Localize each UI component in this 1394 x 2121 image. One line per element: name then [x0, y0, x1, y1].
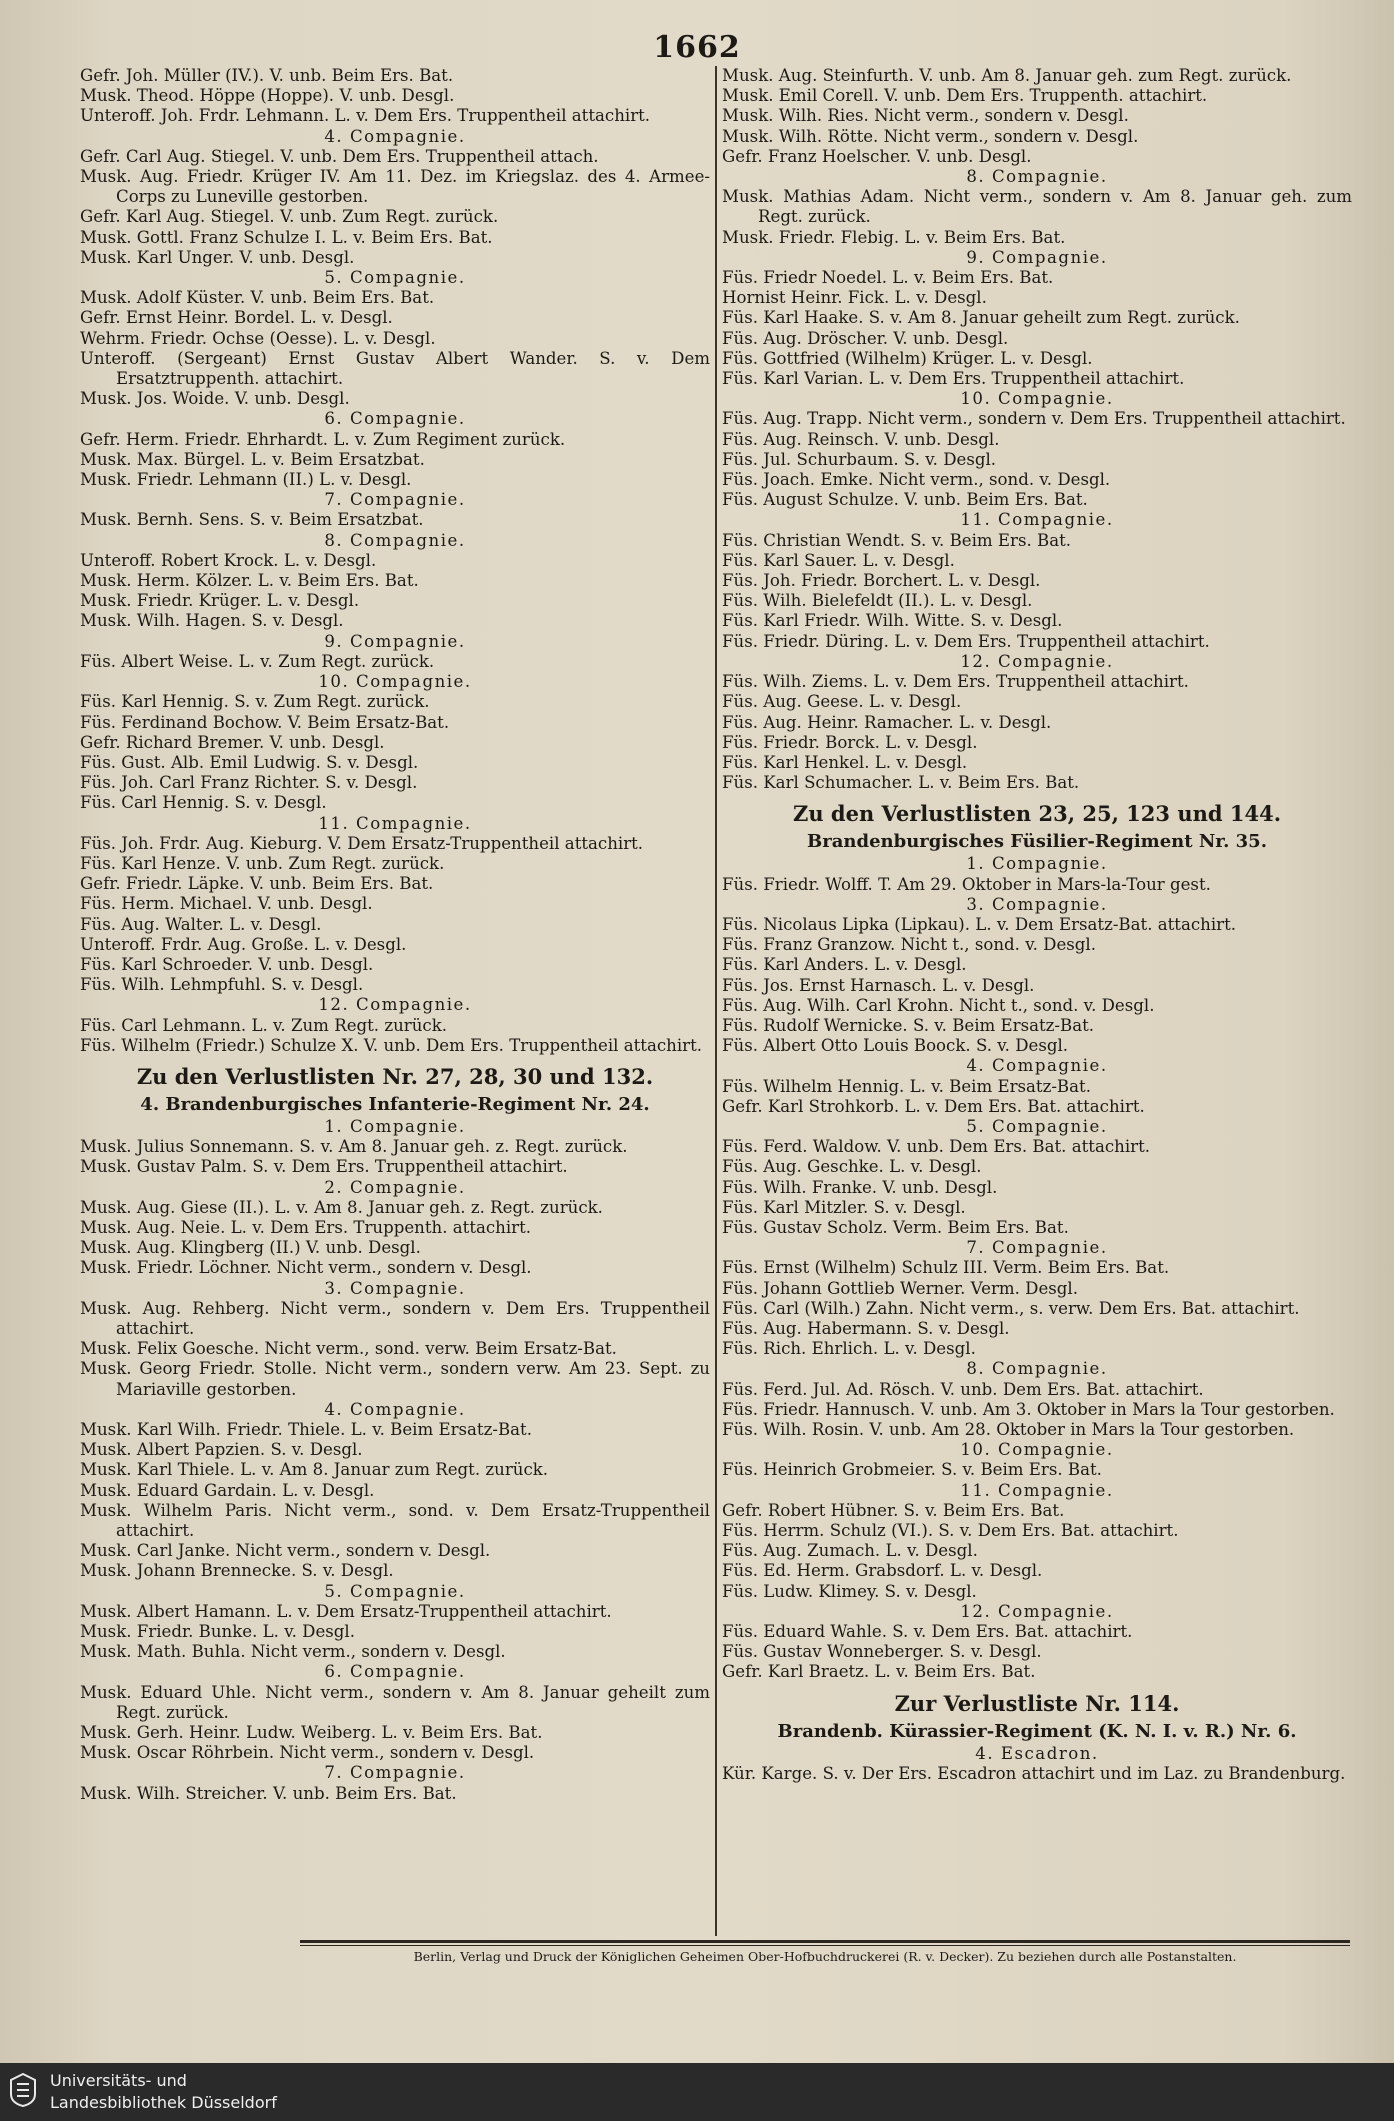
company-header: 3. Compagnie. — [966, 894, 1108, 914]
casualty-entry: Füs. Aug. Habermann. S. v. Desgl. — [722, 1318, 1010, 1338]
casualty-entry: Füs. Karl Schroeder. V. unb. Desgl. — [80, 954, 374, 974]
casualty-entry: Musk. Herm. Kölzer. L. v. Beim Ers. Bat. — [80, 571, 419, 591]
casualty-entry: Füs. August Schulze. V. unb. Beim Ers. Bat. — [722, 490, 1088, 510]
casualty-entry: Füs. Wilh. Rosin. V. unb. Am 28. Oktober in Mars la Tour gestorben. — [722, 1420, 1295, 1439]
casualty-entry: Gefr. Friedr. Läpke. V. unb. Beim Ers. Bat. — [80, 874, 434, 894]
casualty-entry: Musk. Adolf Küster. V. unb. Beim Ers. Bat. — [80, 288, 435, 308]
casualty-entry: Musk. Bernh. Sens. S. v. Beim Ersatzbat. — [80, 510, 424, 530]
casualty-entry: Füs. Nicolaus Lipka (Lipkau). L. v. Dem Ersatz-Bat. attachirt. — [722, 914, 1237, 934]
casualty-entry: Musk. Wilhelm Paris. Nicht verm., sond. v. Dem Ersatz-Truppentheil attachirt. — [80, 1500, 710, 1541]
casualty-entry: Musk. Math. Buhla. Nicht verm., sondern v. Desgl. — [80, 1642, 506, 1662]
casualty-entry: Musk. Carl Janke. Nicht verm., sondern v. Desgl. — [80, 1541, 491, 1561]
casualty-entry: Füs. Albert Weise. L. v. Zum Regt. zurück. — [80, 651, 435, 671]
casualty-entry: Füs. Christian Wendt. S. v. Beim Ers. Bat. — [722, 530, 1072, 550]
casualty-entry: Füs. Aug. Trapp. Nicht verm., sondern v. Dem Ers. Truppentheil attachirt. — [722, 409, 1346, 429]
casualty-entry: Füs. Rudolf Wernicke. S. v. Beim Ersatz-Bat. — [722, 1015, 1095, 1035]
company-header: 5. Compagnie. — [966, 1116, 1108, 1136]
casualty-entry: Füs. Karl Varian. L. v. Dem Ers. Truppentheil attachirt. — [722, 369, 1185, 389]
casualty-entry: Musk. Eduard Uhle. Nicht verm., sondern v. Am 8. Januar geheilt zum Regt. zurück. — [80, 1682, 710, 1722]
casualty-entry: Musk. Max. Bürgel. L. v. Beim Ersatzbat. — [80, 449, 425, 469]
casualty-entry: Musk. Aug. Steinfurth. V. unb. Am 8. Januar geh. zum Regt. zurück. — [722, 66, 1292, 85]
casualty-entry: Füs. Ferd. Waldow. V. unb. Dem Ers. Bat. attachirt. — [722, 1137, 1151, 1157]
casualty-entry: Füs. Franz Granzow. Nicht t., sond. v. Desgl. — [722, 935, 1096, 955]
casualty-entry: Füs. Jul. Schurbaum. S. v. Desgl. — [722, 449, 997, 469]
casualty-entry: Musk. Aug. Klingberg (II.) V. unb. Desgl. — [80, 1238, 421, 1258]
casualty-entry: Füs. Karl Anders. L. v. Desgl. — [722, 955, 967, 975]
casualty-entry: Füs. Aug. Zumach. L. v. Desgl. — [722, 1541, 978, 1561]
casualty-entry: Füs. Karl Hennig. S. v. Zum Regt. zurück. — [80, 692, 430, 712]
casualty-entry: Musk. Friedr. Krüger. L. v. Desgl. — [80, 591, 360, 611]
company-header: 1. Compagnie. — [966, 854, 1108, 874]
casualty-entry: Musk. Albert Hamann. L. v. Dem Ersatz-Truppentheil attachirt. — [80, 1601, 612, 1621]
casualty-entry: Füs. Aug. Wilh. Carl Krohn. Nicht t., sond. v. Desgl. — [722, 995, 1155, 1015]
casualty-entry: Füs. Karl Henze. V. unb. Zum Regt. zurück. — [80, 853, 445, 873]
casualty-entry: Füs. Ernst (Wilhelm) Schulz III. Verm. Beim Ers. Bat. — [722, 1258, 1170, 1278]
company-header: 5. Compagnie. — [324, 1581, 466, 1601]
casualty-entry: Musk. Wilh. Hagen. S. v. Desgl. — [80, 611, 344, 631]
casualty-entry: Gefr. Karl Aug. Stiegel. V. unb. Zum Regt. zurück. — [80, 207, 499, 227]
casualty-entry: Füs. Friedr. Wolff. T. Am 29. Oktober in Mars-la-Tour gest. — [722, 874, 1211, 894]
casualty-entry: Füs. Joach. Emke. Nicht verm., sond. v. Desgl. — [722, 470, 1111, 490]
company-header: 11. Compagnie. — [318, 813, 472, 833]
company-header: 11. Compagnie. — [960, 1480, 1114, 1500]
company-header: 10. Compagnie. — [318, 672, 472, 692]
casualty-entry: Füs. Carl Hennig. S. v. Desgl. — [80, 793, 327, 813]
casualty-entry: Musk. Jos. Woide. V. unb. Desgl. — [80, 389, 350, 409]
casualty-entry: Füs. Aug. Dröscher. V. unb. Desgl. — [722, 328, 1009, 348]
casualty-entry: Füs. Karl Friedr. Wilh. Witte. S. v. Desgl. — [722, 611, 1063, 631]
casualty-entry: Füs. Gottfried (Wilhelm) Krüger. L. v. Desgl. — [722, 348, 1093, 368]
footer-rule — [300, 1940, 1350, 1943]
library-watermark-banner — [0, 2063, 1394, 2121]
casualty-entry: Musk. Gustav Palm. S. v. Dem Ers. Truppentheil attachirt. — [80, 1157, 568, 1177]
casualty-entry: Gefr. Richard Bremer. V. unb. Desgl. — [80, 732, 385, 752]
casualty-entry: Füs. Ed. Herm. Grabsdorf. L. v. Desgl. — [722, 1561, 1043, 1581]
casualty-entry: Musk. Theod. Höppe (Hoppe). V. unb. Desgl. — [80, 86, 455, 106]
right-column — [722, 66, 1352, 1936]
casualty-entry: Füs. Wilh. Bielefeldt (II.). L. v. Desgl. — [722, 591, 1033, 611]
casualty-entry: Kür. Karge. S. v. Der Ers. Escadron attachirt und im Laz. zu Brandenburg. — [722, 1763, 1346, 1783]
casualty-entry: Musk. Julius Sonnemann. S. v. Am 8. Januar geh. z. Regt. zurück. — [80, 1137, 628, 1157]
casualty-entry: Füs. Aug. Reinsch. V. unb. Desgl. — [722, 429, 1000, 449]
company-header: 9. Compagnie. — [966, 247, 1108, 267]
company-header: 4. Compagnie. — [966, 1056, 1108, 1076]
casualty-entry: Unteroff. Frdr. Aug. Große. L. v. Desgl. — [80, 934, 407, 954]
casualty-entry: Füs. Herm. Michael. V. unb. Desgl. — [80, 894, 373, 914]
casualty-entry: Füs. Wilhelm (Friedr.) Schulze X. V. unb. Dem Ers. Truppentheil attachirt. — [80, 1035, 703, 1055]
company-header: 3. Compagnie. — [324, 1278, 466, 1298]
casualty-entry: Musk. Aug. Rehberg. Nicht verm., sondern v. Dem Ers. Truppentheil attachirt. — [80, 1298, 710, 1338]
casualty-entry: Musk. Karl Wilh. Friedr. Thiele. L. v. Beim Ersatz-Bat. — [80, 1420, 532, 1439]
regiment-heading: Brandenburgisches Füsilier-Regiment Nr. 35. — [807, 831, 1267, 853]
casualty-entry: Füs. Eduard Wahle. S. v. Dem Ers. Bat. attachirt. — [722, 1622, 1133, 1642]
casualty-entry: Musk. Emil Corell. V. unb. Dem Ers. Truppenth. attachirt. — [722, 86, 1208, 106]
casualty-entry: Musk. Wilh. Rötte. Nicht verm., sondern v. Desgl. — [722, 126, 1139, 146]
casualty-entry: Füs. Joh. Carl Franz Richter. S. v. Desgl. — [80, 773, 418, 793]
casualty-entry: Füs. Joh. Frdr. Aug. Kieburg. V. Dem Ersatz-Truppentheil attachirt. — [80, 833, 644, 853]
casualty-entry: Musk. Johann Brennecke. S. v. Desgl. — [80, 1561, 394, 1581]
company-header: 7. Compagnie. — [324, 1763, 466, 1783]
casualty-entry: Füs. Johann Gottlieb Werner. Verm. Desgl. — [722, 1278, 1079, 1298]
casualty-entry: Füs. Wilhelm Hennig. L. v. Beim Ersatz-Bat. — [722, 1076, 1091, 1096]
casualty-entry: Musk. Wilh. Ries. Nicht verm., sondern v. Desgl. — [722, 106, 1129, 126]
company-header: 8. Compagnie. — [324, 530, 466, 550]
section-heading: Zur Verlustliste Nr. 114. — [894, 1690, 1180, 1716]
casualty-entry: Musk. Friedr. Löchner. Nicht verm., sondern v. Desgl. — [80, 1258, 532, 1278]
casualty-entry: Musk. Gerh. Heinr. Ludw. Weiberg. L. v. Beim Ers. Bat. — [80, 1723, 543, 1743]
casualty-entry: Gefr. Franz Hoelscher. V. unb. Desgl. — [722, 146, 1032, 166]
casualty-entry: Füs. Rich. Ehrlich. L. v. Desgl. — [722, 1339, 976, 1359]
casualty-entry: Füs. Jos. Ernst Harnasch. L. v. Desgl. — [722, 975, 1035, 995]
company-header: 6. Compagnie. — [324, 409, 466, 429]
casualty-entry: Musk. Mathias Adam. Nicht verm., sondern v. Am 8. Januar geh. zum Regt. zurück. — [722, 187, 1352, 227]
casualty-entry: Musk. Albert Papzien. S. v. Desgl. — [80, 1440, 363, 1460]
company-header: 4. Escadron. — [975, 1743, 1099, 1763]
casualty-entry: Wehrm. Friedr. Ochse (Oesse). L. v. Desgl. — [80, 328, 436, 348]
casualty-entry: Füs. Heinrich Grobmeier. S. v. Beim Ers. Bat. — [722, 1460, 1102, 1480]
company-header: 9. Compagnie. — [324, 631, 466, 651]
casualty-entry: Gefr. Karl Braetz. L. v. Beim Ers. Bat. — [722, 1662, 1036, 1682]
casualty-entry: Füs. Wilh. Franke. V. unb. Desgl. — [722, 1177, 998, 1197]
company-header: 12. Compagnie. — [960, 651, 1114, 671]
casualty-entry: Füs. Wilh. Lehmpfuhl. S. v. Desgl. — [80, 975, 364, 995]
casualty-entry: Musk. Aug. Neie. L. v. Dem Ers. Truppenth. attachirt. — [80, 1217, 532, 1237]
casualty-entry: Unteroff. Joh. Frdr. Lehmann. L. v. Dem Ers. Truppentheil attachirt. — [80, 106, 651, 126]
casualty-entry: Füs. Karl Henkel. L. v. Desgl. — [722, 752, 968, 772]
casualty-entry: Musk. Eduard Gardain. L. v. Desgl. — [80, 1480, 375, 1500]
casualty-entry: Füs. Karl Sauer. L. v. Desgl. — [722, 550, 955, 570]
casualty-entry: Musk. Aug. Friedr. Krüger IV. Am 11. Dez. im Kriegslaz. des 4. Armee-Corps zu Luneville gestorben. — [80, 167, 710, 207]
casualty-entry: Unteroff. (Sergeant) Ernst Gustav Albert Wander. S. v. Dem Ersatztruppenth. attachirt. — [80, 348, 710, 389]
casualty-entry: Musk. Aug. Giese (II.). L. v. Am 8. Januar geh. z. Regt. zurück. — [80, 1197, 603, 1217]
footer-rule-thin — [300, 1945, 1350, 1946]
casualty-entry: Unteroff. Robert Krock. L. v. Desgl. — [80, 550, 377, 570]
regiment-heading: Brandenb. Kürassier-Regiment (K. N. I. v. R.) Nr. 6. — [777, 1720, 1297, 1742]
company-header: 4. Compagnie. — [324, 126, 466, 146]
casualty-entry: Gefr. Karl Strohkorb. L. v. Dem Ers. Bat. attachirt. — [722, 1096, 1145, 1116]
casualty-entry: Füs. Aug. Heinr. Ramacher. L. v. Desgl. — [722, 712, 1052, 732]
publisher-imprint: Berlin, Verlag und Druck der Königlichen Geheimen Ober-Hofbuchdruckerei (R. v. Decker). Zu beziehen durch alle Postanstalten. — [413, 1949, 1237, 1964]
casualty-entry: Gefr. Herm. Friedr. Ehrhardt. L. v. Zum Regiment zurück. — [80, 429, 566, 449]
casualty-entry: Füs. Karl Mitzler. S. v. Desgl. — [722, 1197, 966, 1217]
casualty-entry: Füs. Ferd. Jul. Ad. Rösch. V. unb. Dem Ers. Bat. attachirt. — [722, 1379, 1204, 1399]
casualty-entry: Musk. Felix Goesche. Nicht verm., sond. verw. Beim Ersatz-Bat. — [80, 1339, 617, 1359]
casualty-entry: Musk. Georg Friedr. Stolle. Nicht verm., sondern verw. Am 23. Sept. zu Mariaville gestorben. — [80, 1359, 710, 1399]
casualty-entry: Musk. Karl Thiele. L. v. Am 8. Januar zum Regt. zurück. — [80, 1460, 549, 1480]
library-name-line-2: Landesbibliothek Düsseldorf — [50, 2093, 277, 2112]
casualty-entry: Füs. Wilh. Ziems. L. v. Dem Ers. Truppentheil attachirt. — [722, 672, 1189, 692]
casualty-entry: Gefr. Joh. Müller (IV.). V. unb. Beim Ers. Bat. — [80, 66, 454, 85]
section-heading: Zu den Verlustlisten Nr. 27, 28, 30 und 132. — [136, 1063, 654, 1089]
company-header: 10. Compagnie. — [960, 1440, 1114, 1460]
casualty-entry: Füs. Ludw. Klimey. S. v. Desgl. — [722, 1581, 977, 1601]
casualty-entry: Füs. Friedr. Borck. L. v. Desgl. — [722, 732, 978, 752]
casualty-entry: Füs. Karl Haake. S. v. Am 8. Januar geheilt zum Regt. zurück. — [722, 308, 1240, 328]
company-header: 2. Compagnie. — [324, 1177, 466, 1197]
casualty-entry: Musk. Gottl. Franz Schulze I. L. v. Beim Ers. Bat. — [80, 227, 493, 247]
casualty-entry: Füs. Friedr. Hannusch. V. unb. Am 3. Oktober in Mars la Tour gestorben. — [722, 1399, 1335, 1419]
casualty-entry: Füs. Herrm. Schulz (VI.). S. v. Dem Ers. Bat. attachirt. — [722, 1521, 1179, 1541]
casualty-entry: Musk. Friedr. Flebig. L. v. Beim Ers. Bat. — [722, 227, 1066, 247]
column-divider — [715, 66, 717, 1936]
company-header: 10. Compagnie. — [960, 389, 1114, 409]
casualty-entry: Füs. Joh. Friedr. Borchert. L. v. Desgl. — [722, 571, 1041, 591]
company-header: 8. Compagnie. — [966, 1359, 1108, 1379]
left-column — [80, 66, 710, 1936]
casualty-entry: Musk. Oscar Röhrbein. Nicht verm., sondern v. Desgl. — [80, 1743, 535, 1763]
company-header: 1. Compagnie. — [324, 1116, 466, 1136]
casualty-entry: Musk. Karl Unger. V. unb. Desgl. — [80, 247, 355, 267]
casualty-entry: Füs. Ferdinand Bochow. V. Beim Ersatz-Bat. — [80, 712, 450, 732]
page-number: 1662 — [653, 30, 741, 65]
company-header: 7. Compagnie. — [324, 490, 466, 510]
casualty-entry: Musk. Wilh. Streicher. V. unb. Beim Ers. Bat. — [80, 1783, 457, 1803]
company-header: 6. Compagnie. — [324, 1662, 466, 1682]
casualty-entry: Füs. Gustav Scholz. Verm. Beim Ers. Bat. — [722, 1217, 1069, 1237]
company-header: 8. Compagnie. — [966, 167, 1108, 187]
casualty-entry: Füs. Aug. Walter. L. v. Desgl. — [80, 914, 322, 934]
casualty-entry: Gefr. Carl Aug. Stiegel. V. unb. Dem Ers. Truppentheil attach. — [80, 146, 599, 166]
regiment-heading: 4. Brandenburgisches Infanterie-Regiment Nr. 24. — [140, 1093, 650, 1115]
casualty-entry: Füs. Karl Schumacher. L. v. Beim Ers. Bat. — [722, 773, 1080, 793]
casualty-entry: Füs. Gust. Alb. Emil Ludwig. S. v. Desgl. — [80, 752, 419, 772]
casualty-entry: Gefr. Ernst Heinr. Bordel. L. v. Desgl. — [80, 308, 393, 328]
company-header: 11. Compagnie. — [960, 510, 1114, 530]
library-name-line-1: Universitäts- und — [50, 2071, 187, 2090]
casualty-entry: Füs. Friedr. Düring. L. v. Dem Ers. Truppentheil attachirt. — [722, 631, 1210, 651]
casualty-entry: Musk. Friedr. Lehmann (II.) L. v. Desgl. — [80, 470, 412, 490]
casualty-entry: Füs. Carl Lehmann. L. v. Zum Regt. zurück. — [80, 1015, 448, 1035]
casualty-entry: Gefr. Robert Hübner. S. v. Beim Ers. Bat. — [722, 1500, 1065, 1520]
casualty-entry: Füs. Albert Otto Louis Boock. S. v. Desgl. — [722, 1036, 1069, 1056]
casualty-entry: Füs. Gustav Wonneberger. S. v. Desgl. — [722, 1642, 1042, 1662]
company-header: 5. Compagnie. — [324, 268, 466, 288]
library-logo-icon — [8, 2072, 38, 2108]
company-header: 12. Compagnie. — [960, 1601, 1114, 1621]
casualty-entry: Musk. Friedr. Bunke. L. v. Desgl. — [80, 1622, 356, 1642]
company-header: 12. Compagnie. — [318, 995, 472, 1015]
casualty-entry: Füs. Aug. Geese. L. v. Desgl. — [722, 692, 962, 712]
company-header: 4. Compagnie. — [324, 1399, 466, 1419]
casualty-entry: Füs. Carl (Wilh.) Zahn. Nicht verm., s. verw. Dem Ers. Bat. attachirt. — [722, 1298, 1300, 1318]
casualty-entry: Füs. Friedr Noedel. L. v. Beim Ers. Bat. — [722, 268, 1054, 288]
company-header: 7. Compagnie. — [966, 1238, 1108, 1258]
casualty-entry: Hornist Heinr. Fick. L. v. Desgl. — [722, 288, 987, 308]
casualty-entry: Füs. Aug. Geschke. L. v. Desgl. — [722, 1157, 982, 1177]
section-heading: Zu den Verlustlisten 23, 25, 123 und 144. — [792, 801, 1282, 827]
